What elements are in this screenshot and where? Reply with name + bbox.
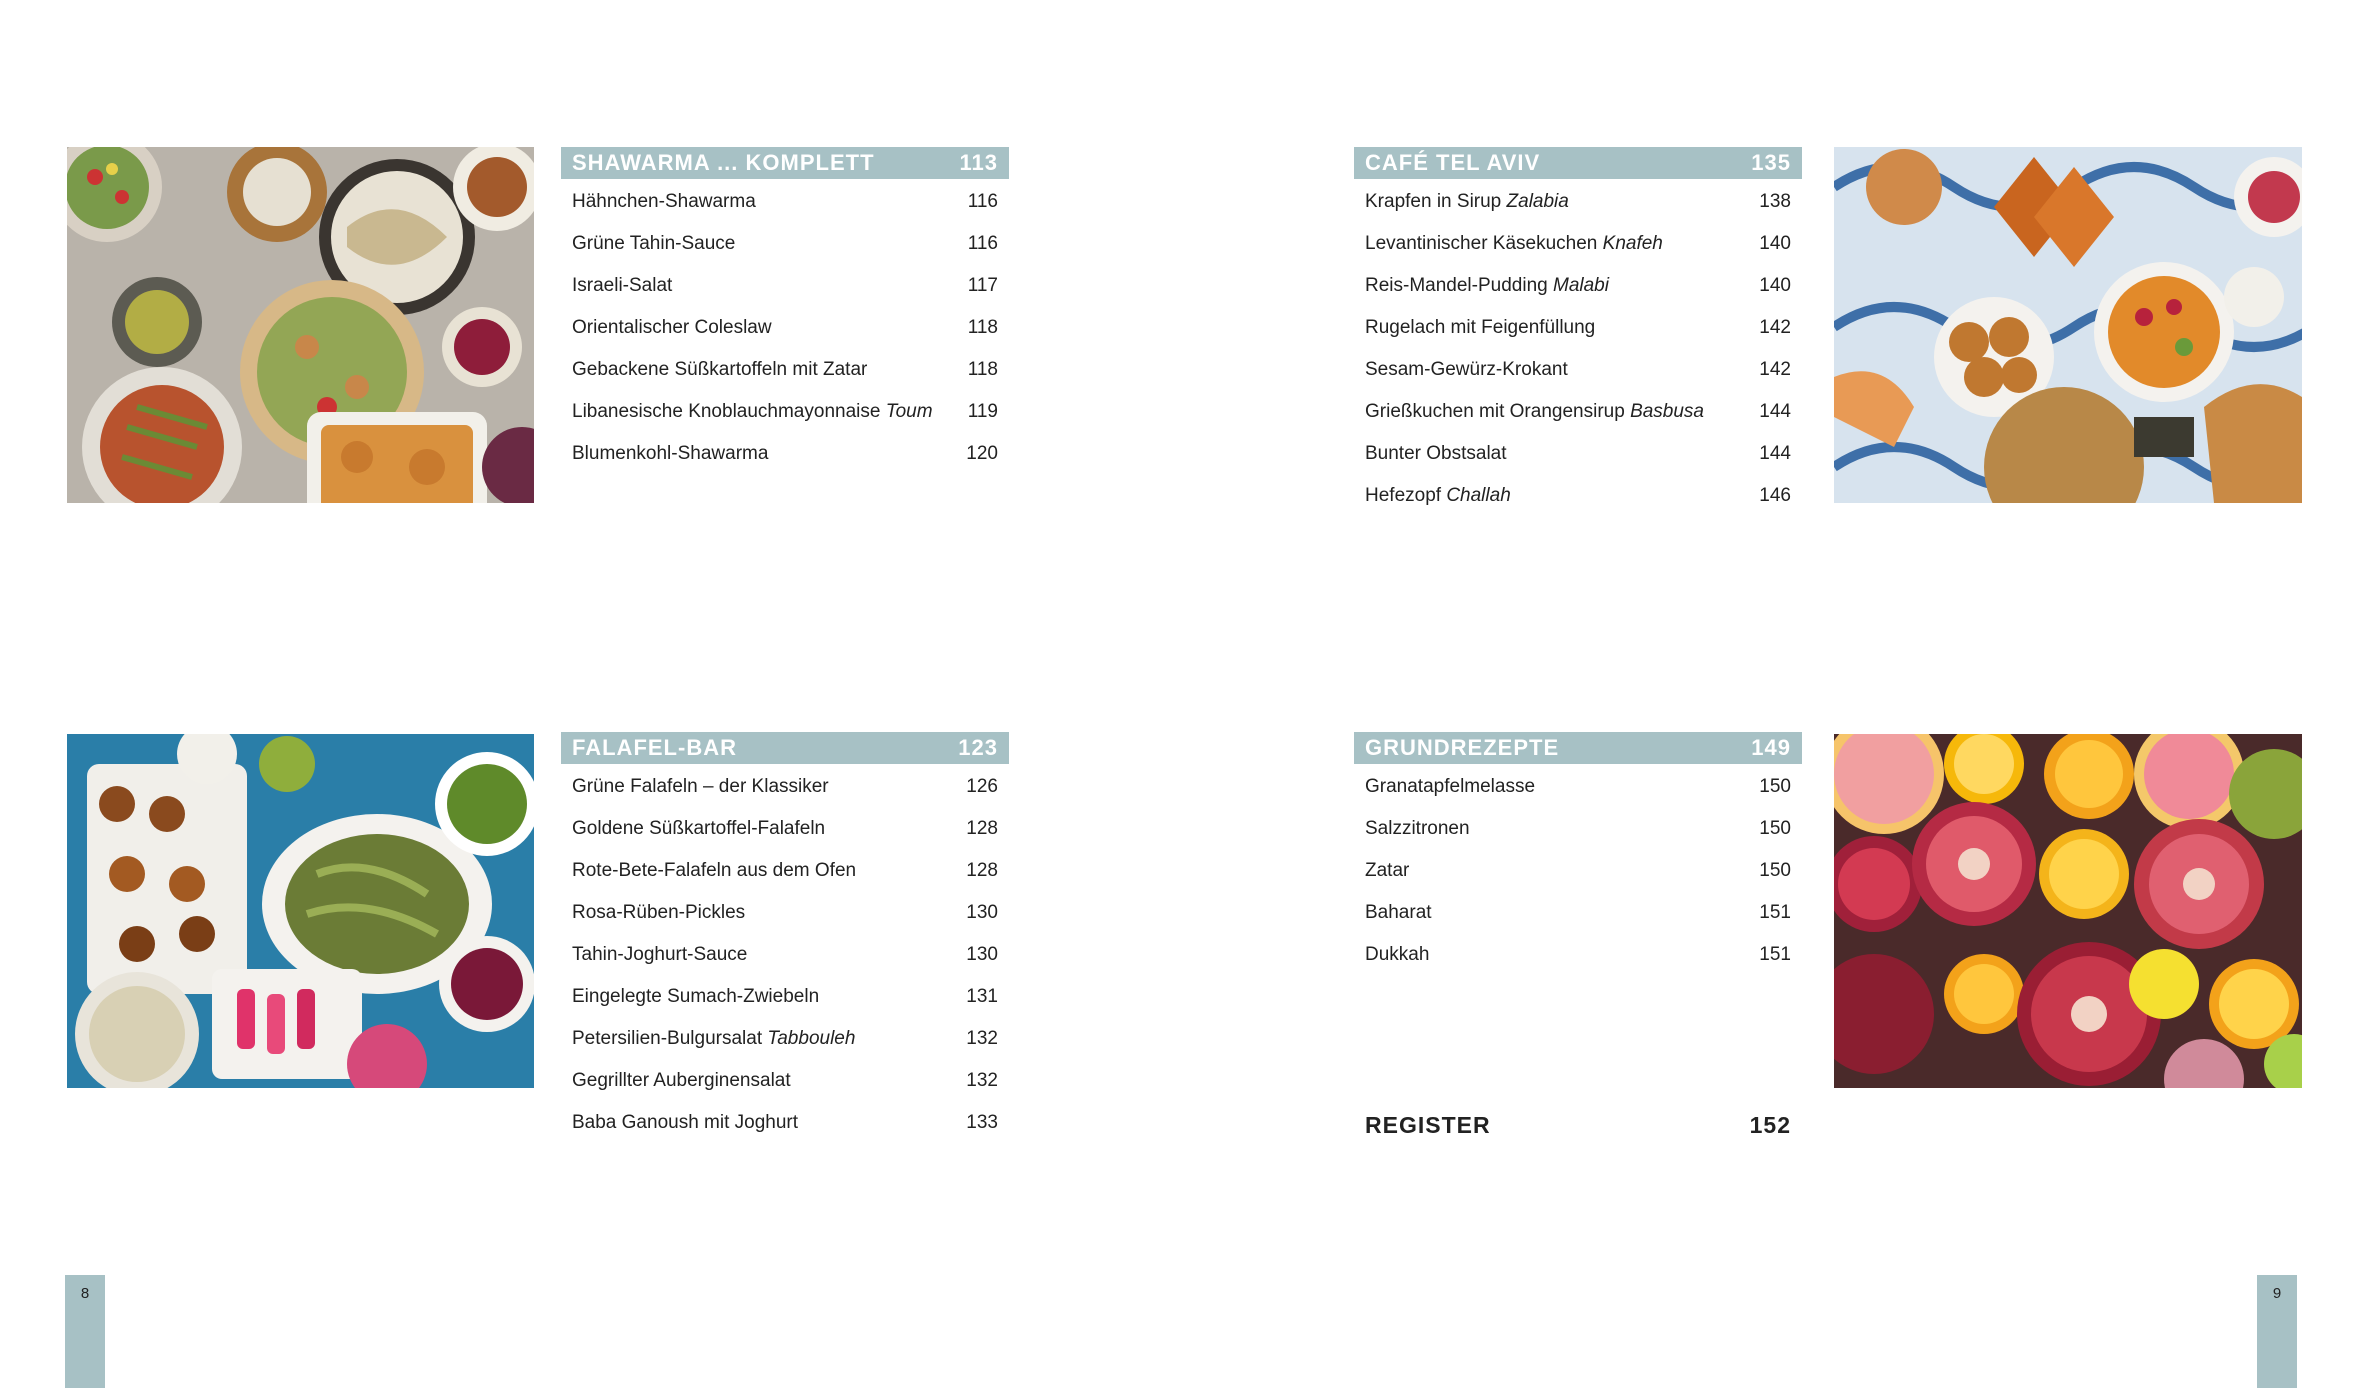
- toc-entry[interactable]: Hähnchen-Shawarma 116: [561, 181, 1009, 223]
- toc-entry[interactable]: Rosa-Rüben-Pickles 130: [561, 892, 1009, 934]
- toc-entry[interactable]: Tahin-Joghurt-Sauce 130: [561, 934, 1009, 976]
- entry-page: 120: [966, 443, 998, 464]
- toc-section-grundrezepte: [1354, 732, 1802, 976]
- section-header[interactable]: [1354, 147, 1802, 179]
- entry-page: 118: [967, 359, 998, 380]
- entry-page: 133: [966, 1112, 998, 1133]
- entry-page: 144: [1759, 401, 1791, 422]
- toc-entry[interactable]: Petersilien-Bulgursalat Tabbouleh 132: [561, 1018, 1009, 1060]
- entry-page: 142: [1759, 359, 1791, 380]
- section-title: FALAFEL-BAR: [572, 735, 737, 760]
- section-title: SHAWARMA ... KOMPLETT: [572, 150, 875, 175]
- register-label: REGISTER: [1365, 1112, 1491, 1138]
- section-title: CAFÉ TEL AVIV: [1365, 150, 1541, 175]
- toc-entry[interactable]: Goldene Süßkartoffel-Falafeln 128: [561, 808, 1009, 850]
- section-header[interactable]: [561, 732, 1009, 764]
- toc-entry[interactable]: Baharat 151: [1354, 892, 1802, 934]
- photo-shawarma-spread: [67, 147, 534, 503]
- toc-entry[interactable]: Grießkuchen mit Orangensirup Basbusa 144: [1354, 391, 1802, 433]
- section-page: 123: [958, 735, 998, 760]
- entry-page: 126: [966, 776, 998, 797]
- toc-entry[interactable]: Grüne Falafeln – der Klassiker 126: [561, 766, 1009, 808]
- page-number-left: 8: [65, 1275, 105, 1388]
- entry-page: 140: [1759, 275, 1791, 296]
- entry-page: 144: [1759, 443, 1791, 464]
- entry-page: 132: [966, 1028, 998, 1049]
- register-page: 152: [1749, 1112, 1791, 1138]
- entry-page: 151: [1759, 944, 1791, 965]
- section-page: 113: [959, 150, 998, 175]
- entry-page: 138: [1759, 191, 1791, 212]
- page-number-right: 9: [2257, 1275, 2297, 1388]
- toc-entry[interactable]: Krapfen in Sirup Zalabia 138: [1354, 181, 1802, 223]
- entry-page: 150: [1759, 776, 1791, 797]
- toc-entry[interactable]: Gegrillter Auberginensalat 132: [561, 1060, 1009, 1102]
- entry-page: 150: [1759, 818, 1791, 839]
- entry-page: 119: [967, 401, 998, 422]
- entry-page: 128: [966, 860, 998, 881]
- toc-section-shawarma: [561, 147, 1009, 475]
- entry-page: 140: [1759, 233, 1791, 254]
- entry-page: 150: [1759, 860, 1791, 881]
- toc-entry[interactable]: Reis-Mandel-Pudding Malabi 140: [1354, 265, 1802, 307]
- entry-page: 151: [1759, 902, 1791, 923]
- toc-entry[interactable]: Orientalischer Coleslaw 118: [561, 307, 1009, 349]
- entry-page: 146: [1759, 485, 1791, 506]
- section-header[interactable]: [1354, 732, 1802, 764]
- photo-cafe-sweets: [1834, 147, 2302, 503]
- entry-page: 132: [966, 1070, 998, 1091]
- entry-page: 117: [967, 275, 998, 296]
- toc-entry[interactable]: Blumenkohl-Shawarma 120: [561, 433, 1009, 475]
- section-title: GRUNDREZEPTE: [1365, 735, 1560, 760]
- toc-entry[interactable]: Rote-Bete-Falafeln aus dem Ofen 128: [561, 850, 1009, 892]
- toc-section-falafel-bar: [561, 732, 1009, 1144]
- toc-entry[interactable]: Eingelegte Sumach-Zwiebeln 131: [561, 976, 1009, 1018]
- entry-page: 131: [966, 986, 998, 1007]
- register-entry[interactable]: [1354, 1112, 1802, 1139]
- toc-entry[interactable]: Granatapfelmelasse 150: [1354, 766, 1802, 808]
- toc-section-cafe-tel-aviv: [1354, 147, 1802, 517]
- toc-entry[interactable]: Levantinischer Käsekuchen Knafeh 140: [1354, 223, 1802, 265]
- toc-entry[interactable]: Gebackene Süßkartoffeln mit Zatar 118: [561, 349, 1009, 391]
- section-header[interactable]: [561, 147, 1009, 179]
- toc-entry[interactable]: Hefezopf Challah 146: [1354, 475, 1802, 517]
- toc-entry[interactable]: Zatar 150: [1354, 850, 1802, 892]
- toc-entry[interactable]: Rugelach mit Feigenfüllung 142: [1354, 307, 1802, 349]
- photo-falafel-bar: [67, 734, 534, 1088]
- entry-page: 130: [966, 944, 998, 965]
- entry-page: 116: [967, 191, 998, 212]
- entry-page: 130: [966, 902, 998, 923]
- toc-entry[interactable]: Baba Ganoush mit Joghurt 133: [561, 1102, 1009, 1144]
- toc-entry[interactable]: Dukkah 151: [1354, 934, 1802, 976]
- entry-page: 142: [1759, 317, 1791, 338]
- toc-entry[interactable]: Sesam-Gewürz-Krokant 142: [1354, 349, 1802, 391]
- toc-entry[interactable]: Libanesische Knoblauchmayonnaise Toum 119: [561, 391, 1009, 433]
- toc-entry[interactable]: Grüne Tahin-Sauce 116: [561, 223, 1009, 265]
- photo-citrus-pomegranate: [1834, 734, 2302, 1088]
- entry-page: 116: [967, 233, 998, 254]
- entry-page: 118: [967, 317, 998, 338]
- toc-entry[interactable]: Israeli-Salat 117: [561, 265, 1009, 307]
- entry-page: 128: [966, 818, 998, 839]
- section-page: 135: [1751, 150, 1791, 175]
- toc-entry[interactable]: Salzzitronen 150: [1354, 808, 1802, 850]
- section-page: 149: [1751, 735, 1791, 760]
- toc-entry[interactable]: Bunter Obstsalat 144: [1354, 433, 1802, 475]
